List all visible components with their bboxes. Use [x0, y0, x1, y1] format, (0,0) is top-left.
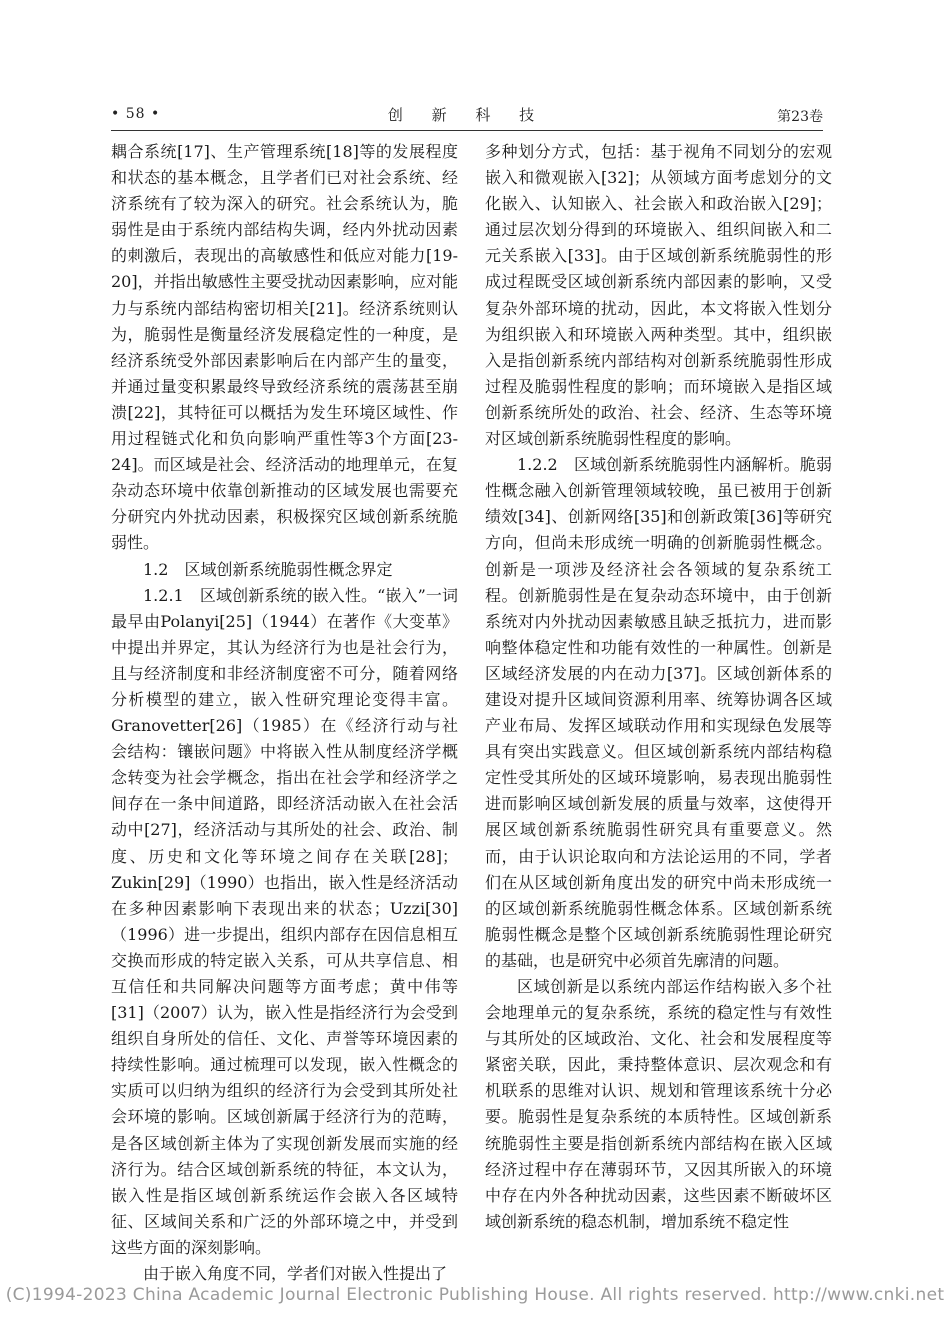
copyright-footer: (C)1994-2023 China Academic Journal Electronic Publishing House. All rights reserved. http://www.cnki.net	[5, 1285, 945, 1305]
paragraph: 1.2.1 区域创新系统的嵌入性。“嵌入”一词最早由Polanyi[25]（1944）在著作《大变革》中提出并界定，其认为经济行为也是社会行为，且与经济制度和非经济制度密不可分，随着网络分析模型的建立，嵌入性研究理论变得丰富。Granovetter[26]（1985）在《经济行动与社会结构：镶嵌问题》中将嵌入性从制度经济学概念转变为社会学概念，指出在社会学和经济学之间存在一条中间道路，即经济活动嵌入在社会活动中[27]，经济活动与其所处的社会、政治、制度、历史和文化等环境之间存在关联[28]；Zukin[29]（1990）也指出，嵌入性是经济活动在多种因素影响下表现出来的状态；Uzzi[30]（1996）进一步提出，组织内部存在因信息相互交换而形成的特定嵌入关系，可从共享信息、相互信任和共同解决问题等方面考虑；黄中伟等[31]（2007）认为，嵌入性是指经济行为会受到组织自身所处的信任、文化、声誉等环境因素的持续性影响。通过梳理可以发现，嵌入性概念的实质可以归纳为组织的经济行为会受到其所处社会环境的影响。区域创新属于经济行为的范畴，是各区域创新主体为了实现创新发展而实施的经济行为。结合区域创新系统的特征，本文认为，嵌入性是指区域创新系统运作会嵌入各区域特征、区域间关系和广泛的外部环境之中，并受到这些方面的深刻影响。	[111, 585, 458, 1257]
paragraph: 由于嵌入角度不同，学者们对嵌入性提出了	[143, 1264, 448, 1284]
paragraph: 1.2.2 区域创新系统脆弱性内涵解析。脆弱性概念融入创新管理领域较晚，虽已被用于创新绩效[34]、创新网络[35]和创新政策[36]等研究方向，但尚未形成统一明确的创新脆弱性概念。创新是一项涉及经济社会各领域的复杂系统工程。创新脆弱性是在复杂动态环境中，由于创新系统对内外扰动因素敏感且缺乏抵抗力，进而影响整体稳定性和功能有效性的一种属性。创新是区域经济发展的内在动力[37]。区域创新体系的建设对提升区域间资源利用率、统筹协调各区域产业布局、发挥区域联动作用和实现绿色发展等具有突出实践意义。但区域创新系统内部结构稳定性受其所处的区域环境影响，易表现出脆弱性进而影响区域创新发展的质量与效率，这使得开展区域创新系统脆弱性研究具有重要意义。然而，由于认识论取向和方法论运用的不同，学者们在从区域创新角度出发的研究中尚未形成统一的区域创新系统脆弱性概念体系。区域创新系统脆弱性概念是整个区域创新系统脆弱性理论研究的基础，也是研究中必须首先廓清的问题。	[485, 455, 832, 970]
paragraph: 多种划分方式，包括：基于视角不同划分的宏观嵌入和微观嵌入[32]；从领域方面考虑划分的文化嵌入、认知嵌入、社会嵌入和政治嵌入[29]；通过层次划分得到的环境嵌入、组织间嵌入和二元关系嵌入[33]。由于区域创新系统脆弱性的形成过程既受区域创新系统内部因素的影响，又受复杂外部环境的扰动，因此，本文将嵌入性划分为组织嵌入和环境嵌入两种类型。其中，组织嵌入是指创新系统内部结构对创新系统脆弱性形成过程及脆弱性程度的影响；而环境嵌入是指区域创新系统所处的政治、社会、经济、生态等环境对区域创新系统脆弱性程度的影响。	[485, 142, 832, 449]
page-number: • 58 •	[111, 106, 161, 122]
left-column	[111, 139, 458, 1287]
journal-name: 创 新 科 技	[387, 106, 547, 124]
right-column	[485, 139, 832, 1235]
volume-label: 第23卷	[777, 109, 823, 125]
section-heading: 1.2 区域创新系统脆弱性概念界定	[143, 559, 393, 579]
header-rule	[111, 130, 823, 131]
paragraph: 区域创新是以系统内部运作结构嵌入多个社会地理单元的复杂系统，系统的稳定性与有效性与其所处的区域政治、文化、社会和发展程度等紧密关联，因此，秉持整体意识、层次观念和有机联系的思维对认识、规划和管理该系统十分必要。脆弱性是复杂系统的本质特性。区域创新系统脆弱性主要是指创新系统内部结构在嵌入区域经济过程中存在薄弱环节，又因其所嵌入的环境中存在内外各种扰动因素，这些因素不断破坏区域创新系统的稳态机制，增加系统不稳定性	[485, 977, 832, 1231]
paragraph: 耦合系统[17]、生产管理系统[18]等的发展程度和状态的基本概念，且学者们已对社会系统、经济系统有了较为深入的研究。社会系统认为，脆弱性是由于系统内部结构失调，经内外扰动因素的刺激后，表现出的高敏感性和低应对能力[19-20]，并指出敏感性主要受扰动因素影响，应对能力与系统内部结构密切相关[21]。经济系统则认为，脆弱性是衡量经济发展稳定性的一种度，是经济系统受外部因素影响后在内部产生的量变，并通过量变积累最终导致经济系统的震荡甚至崩溃[22]，其特征可以概括为发生环境区域性、作用过程链式化和负向影响严重性等3个方面[23-24]。而区域是社会、经济活动的地理单元，在复杂动态环境中依靠创新推动的区域发展也需要充分研究内外扰动因素，积极探究区域创新系统脆弱性。	[111, 142, 458, 553]
running-header	[111, 104, 823, 130]
